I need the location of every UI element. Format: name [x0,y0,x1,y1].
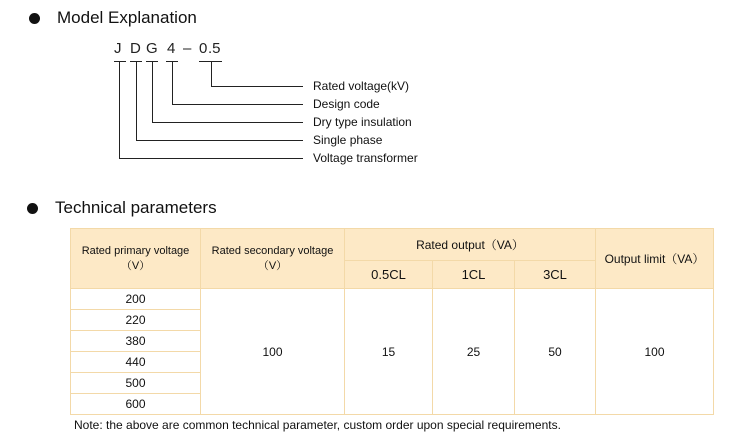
primary-voltage-cell: 200 [71,289,201,310]
explanation-design-code: Design code [313,97,380,111]
bullet-icon [27,203,38,214]
primary-voltage-cell: 220 [71,310,201,331]
code-char-point5: .5 [208,40,221,57]
secondary-voltage-cell: 100 [201,289,345,415]
primary-voltage-cell: 500 [71,373,201,394]
header-rated-secondary-voltage: Rated secondary voltage（V） [201,229,345,289]
output-0-5cl-cell: 15 [345,289,433,415]
explanation-rated-voltage: Rated voltage(kV) [313,79,410,93]
header-class-3cl: 3CL [515,261,596,289]
header-output-limit: Output limit（VA） [596,229,714,289]
table-row [71,289,714,310]
code-char-g: G [146,40,158,57]
explanation-voltage-transformer: Voltage transformer [313,151,418,165]
technical-parameters-table [70,228,714,415]
code-char-4: 4 [167,40,176,57]
code-char-dash: – [183,40,192,57]
technical-parameters-heading [27,198,217,218]
output-limit-cell: 100 [596,289,714,415]
code-char-0: 0 [199,40,208,57]
header-class-1cl: 1CL [433,261,515,289]
header-rated-primary-voltage: Rated primary voltage（V） [71,229,201,289]
primary-voltage-cell: 440 [71,352,201,373]
code-char-j: J [114,40,122,57]
explanation-single-phase: Single phase [313,133,383,147]
code-char-d: D [130,40,141,57]
section-title: Model Explanation [57,8,197,27]
primary-voltage-cell: 600 [71,394,201,415]
output-1cl-cell: 25 [433,289,515,415]
header-rated-output: Rated output（VA） [345,229,596,261]
explanation-dry-type-insulation: Dry type insulation [313,115,412,129]
header-class-0-5cl: 0.5CL [345,261,433,289]
primary-voltage-cell: 380 [71,331,201,352]
table-note: Note: the above are common technical parameter, custom order upon special requirements. [74,418,561,432]
table-header-row [71,229,714,261]
output-3cl-cell: 50 [515,289,596,415]
section-title: Technical parameters [55,198,217,217]
